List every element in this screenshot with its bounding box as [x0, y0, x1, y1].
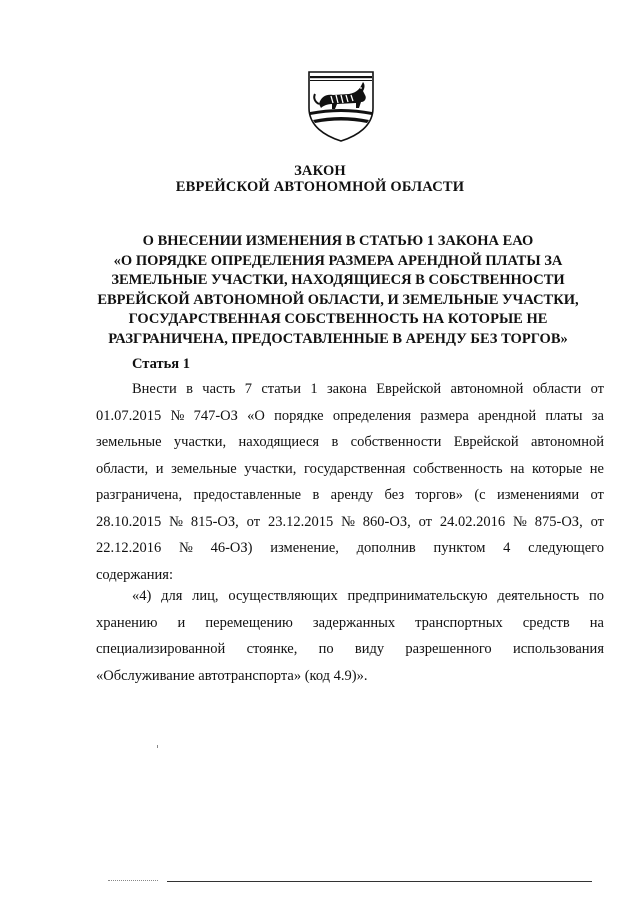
- heading-line: О ВНЕСЕНИИ ИЗМЕНЕНИЯ В СТАТЬЮ 1 ЗАКОНА ЕАО: [142, 233, 534, 249]
- paragraph-line: 22.12.2016 № 46-ОЗ) изменение, дополнив пунктом 4 следующего: [96, 540, 604, 556]
- law-region: ЕВРЕЙСКОЙ АВТОНОМНОЙ ОБЛАСТИ: [175, 179, 465, 195]
- paragraph-line: земельные участки, находящиеся в собственности Еврейской автономной: [96, 434, 604, 450]
- paragraph-line: специализированной стоянке, по виду разрешенного использования: [96, 641, 604, 657]
- article-label: Статья 1: [132, 356, 190, 372]
- coat-of-arms-tiger-icon: [303, 68, 379, 144]
- law-title: ЗАКОН: [294, 163, 346, 179]
- paragraph-line: области, и земельные участки, государственная собственность на которые не: [96, 460, 604, 477]
- heading-line: ЕВРЕЙСКОЙ АВТОНОМНОЙ ОБЛАСТИ, И ЗЕМЕЛЬНЫЕ УЧАСТКИ,: [97, 291, 579, 308]
- paragraph-line: 01.07.2015 № 747-ОЗ «О порядке определения размера арендной платы за: [96, 407, 604, 424]
- paragraph-line: «Обслуживание автотранспорта» (код 4.9)».: [96, 667, 368, 684]
- paragraph-line: 28.10.2015 № 815-ОЗ, от 23.12.2015 № 860-ОЗ, от 24.02.2016 № 875-ОЗ, от: [96, 513, 604, 530]
- law-heading: [60, 232, 616, 349]
- paragraph-line: Внести в часть 7 статьи 1 закона Еврейской автономной области от: [132, 381, 604, 397]
- heading-line: ГОСУДАРСТВЕННАЯ СОБСТВЕННОСТЬ НА КОТОРЫЕ НЕ: [128, 311, 548, 327]
- article-paragraph-2: [96, 583, 604, 689]
- paragraph-line: «4) для лиц, осуществляющих предпринимательскую деятельность по: [132, 588, 604, 604]
- scan-speck: [157, 745, 158, 748]
- footer-rule: [167, 881, 592, 882]
- paragraph-line: содержания:: [96, 566, 174, 583]
- article-paragraph-1: [96, 376, 604, 588]
- paragraph-line: хранению и перемещению задержанных транспортных средств на: [96, 614, 604, 631]
- heading-line: «О ПОРЯДКЕ ОПРЕДЕЛЕНИЯ РАЗМЕРА АРЕНДНОЙ ПЛАТЫ ЗА: [113, 252, 563, 269]
- scan-edge-dots: [108, 880, 158, 881]
- heading-line: РАЗГРАНИЧЕНА, ПРЕДОСТАВЛЕННЫЕ В АРЕНДУ БЕЗ ТОРГОВ»: [108, 330, 568, 347]
- heading-line: ЗЕМЕЛЬНЫЕ УЧАСТКИ, НАХОДЯЩИЕСЯ В СОБСТВЕННОСТИ: [111, 272, 565, 288]
- paragraph-line: разграничена, предоставленные в аренду без торгов» (с изменениями от: [96, 487, 604, 503]
